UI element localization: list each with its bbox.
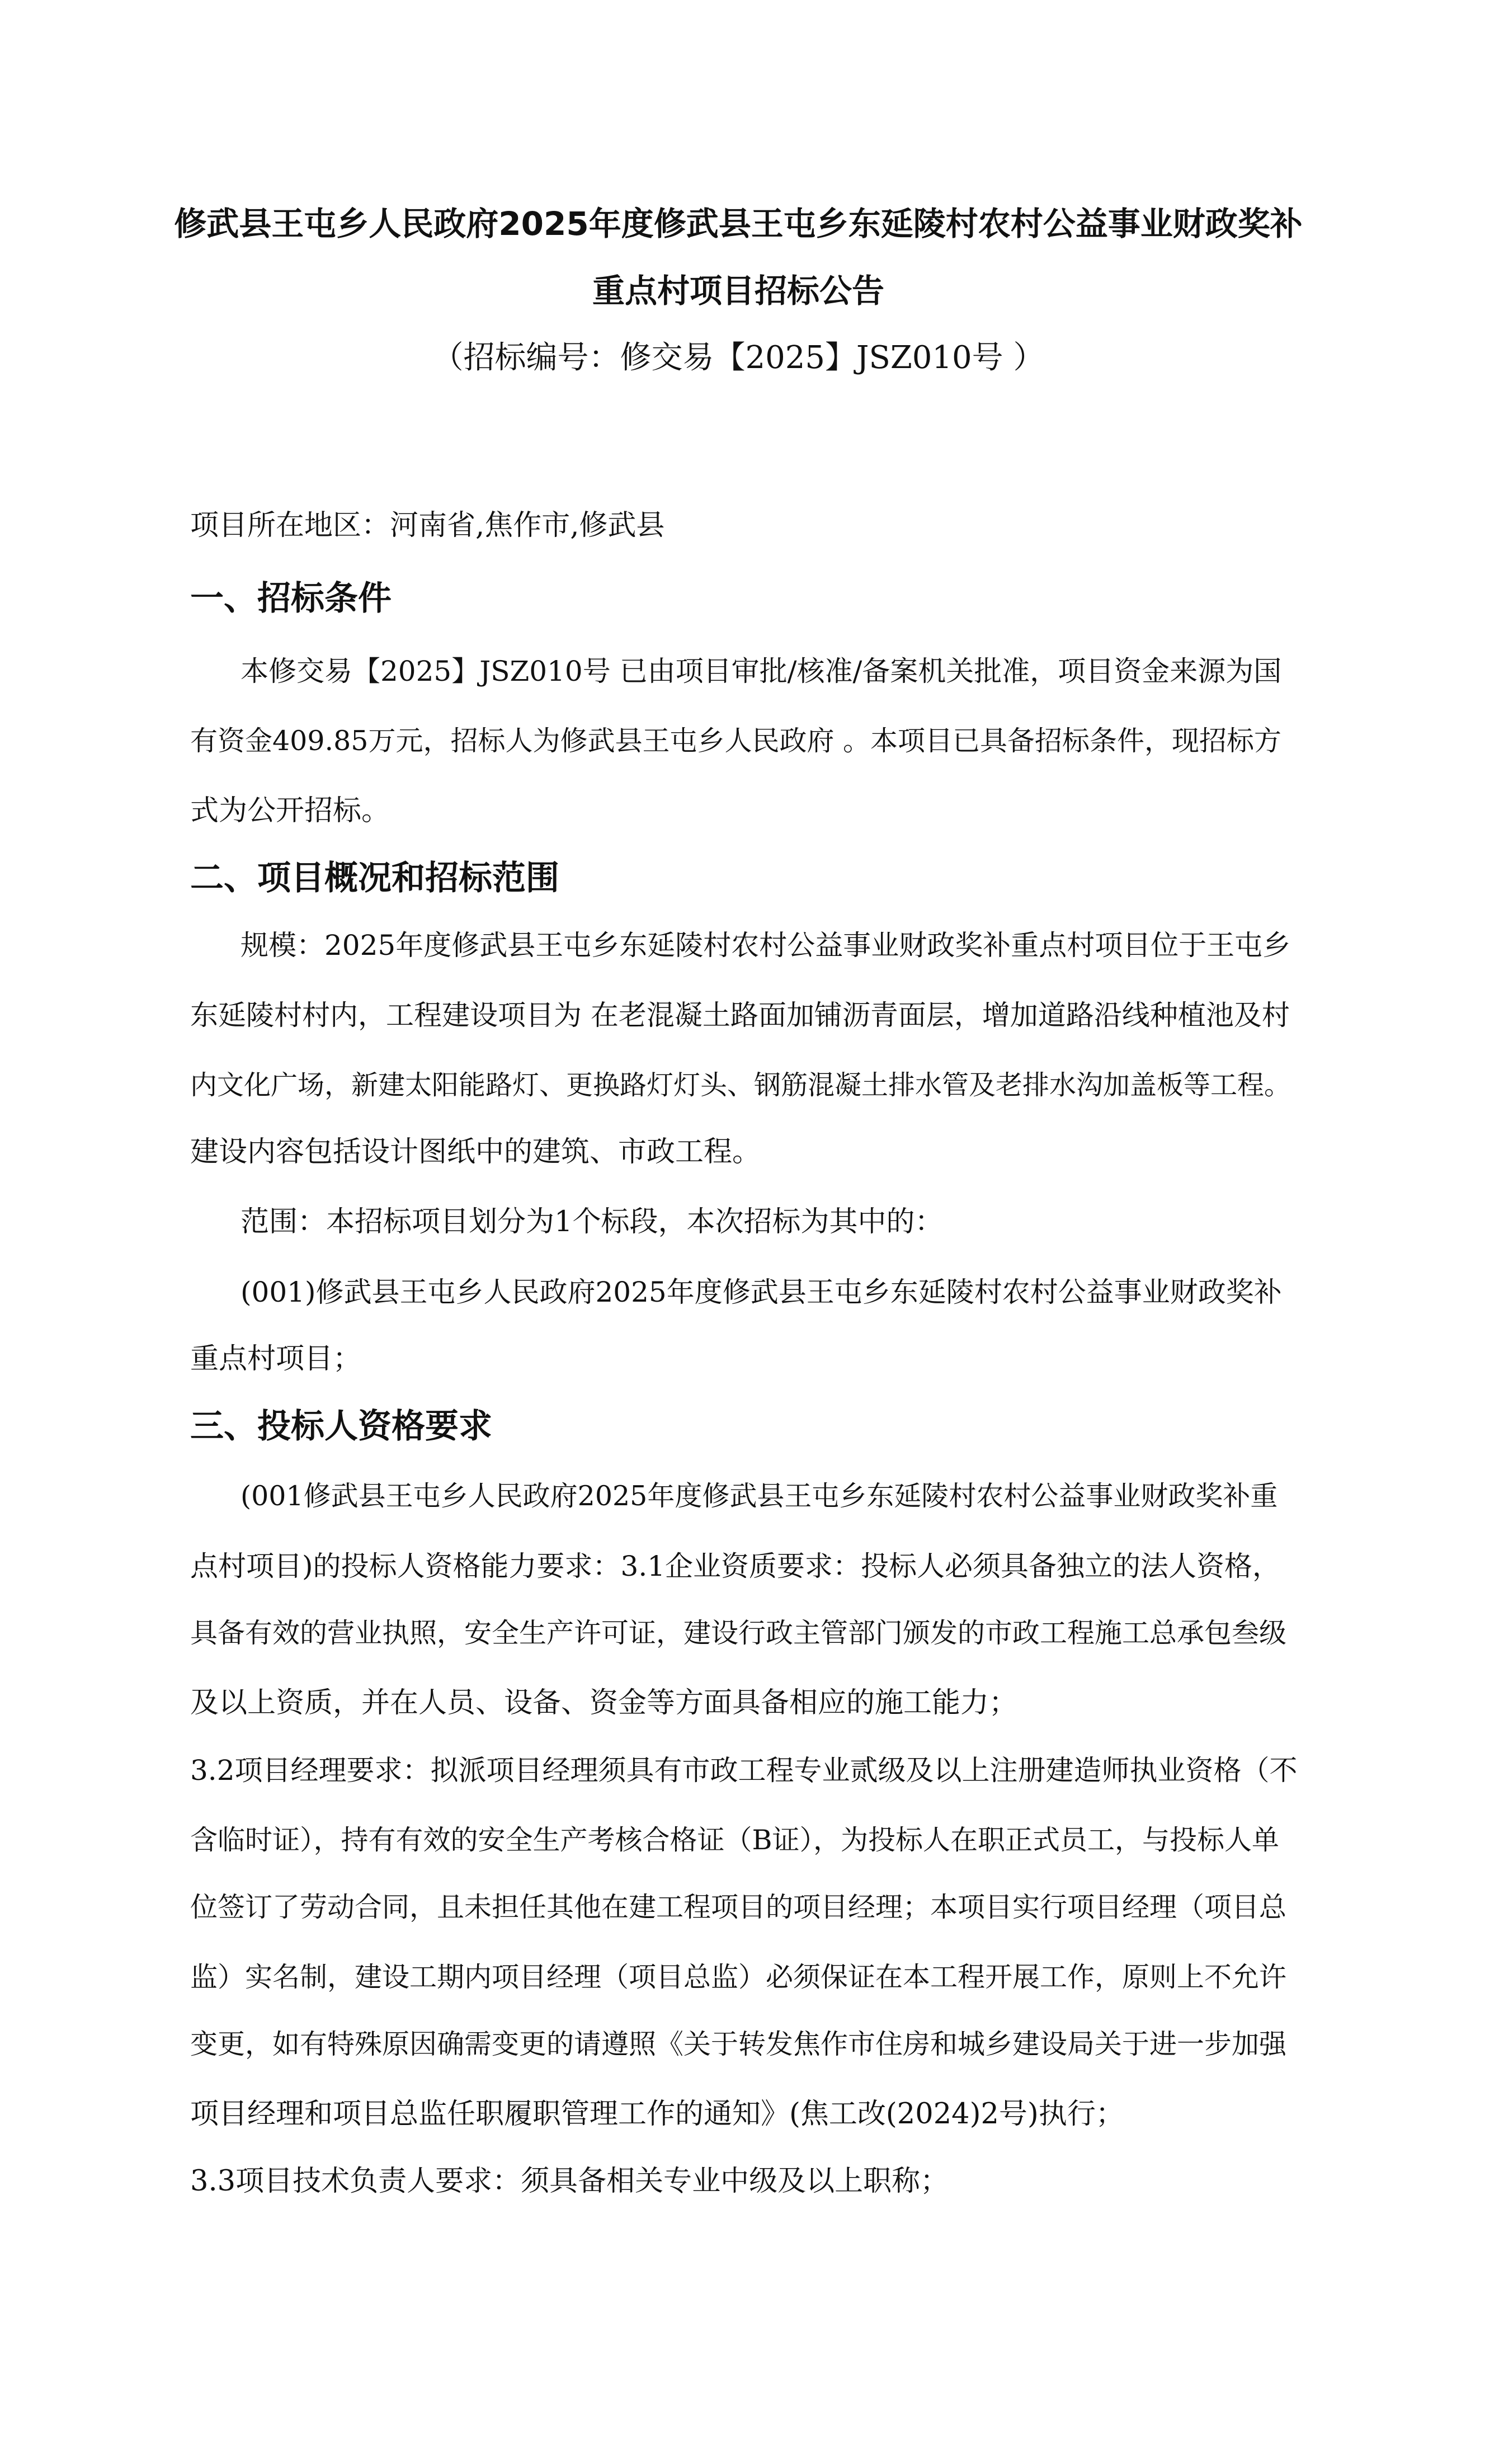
section-2-line: 规模：2025年度修武县王屯乡东延陵村农村公益事业财政奖补重点村项目位于王屯乡 (241, 929, 1291, 962)
section-3-line: 位签订了劳动合同，且未担任其他在建工程项目的项目经理；本项目实行项目经理（项目总 (190, 1891, 1287, 1923)
section-2-line: 内文化广场，新建太阳能路灯、更换路灯灯头、钢筋混凝土排水管及老排水沟加盖板等工程。 (190, 1070, 1291, 1101)
section-2-line: 范围：本招标项目划分为1个标段，本次招标为其中的： (241, 1205, 944, 1238)
section-3-line: 具备有效的营业执照，安全生产许可证，建设行政主管部门颁发的市政工程施工总承包叁级 (190, 1617, 1287, 1649)
document-title-line-2: 重点村项目招标公告 (592, 272, 884, 310)
tender-number: （招标编号：修交易【2025】JSZ010号 ） (432, 340, 1045, 376)
document-title-line-1: 修武县王屯乡人民政府2025年度修武县王屯乡东延陵村农村公益事业财政奖补 (174, 205, 1303, 243)
section-3-line: (001修武县王屯乡人民政府2025年度修武县王屯乡东延陵村农村公益事业财政奖补重 (241, 1480, 1278, 1512)
section-3-line: 3.2项目经理要求：拟派项目经理须具有市政工程专业贰级及以上注册建造师执业资格（不 (190, 1754, 1298, 1787)
section-2-heading: 二、项目概况和招标范围 (190, 859, 559, 898)
section-2-line: (001)修武县王屯乡人民政府2025年度修武县王屯乡东延陵村农村公益事业财政奖补 (241, 1276, 1282, 1308)
section-3-line: 变更，如有特殊原因确需变更的请遵照《关于转发焦作市住房和城乡建设局关于进一步加强 (190, 2028, 1287, 2060)
section-2-line: 建设内容包括设计图纸中的建筑、市政工程。 (190, 1136, 761, 1169)
section-3-line: 含临时证），持有有效的安全生产考核合格证（B证），为投标人在职正式员工，与投标人单 (190, 1824, 1280, 1856)
section-3-heading: 三、投标人资格要求 (190, 1407, 492, 1446)
section-3-line: 3.3项目技术负责人要求：须具备相关专业中级及以上职称； (190, 2165, 949, 2198)
section-2-line: 东延陵村村内，工程建设项目为 在老混凝土路面加铺沥青面层，增加道路沿线种植池及村 (190, 999, 1290, 1031)
section-1-heading: 一、招标条件 (190, 579, 392, 618)
project-region: 项目所在地区：河南省,焦作市,修武县 (190, 509, 665, 542)
section-3-line: 项目经理和项目总监任职履职管理工作的通知》(焦工改(2024)2号)执行； (190, 2098, 1124, 2131)
section-1-line: 式为公开招标。 (190, 794, 390, 827)
section-3-line: 及以上资质，并在人员、设备、资金等方面具备相应的施工能力； (190, 1686, 1018, 1719)
section-3-line: 点村项目)的投标人资格能力要求：3.1企业资质要求：投标人必须具备独立的法人资格， (190, 1550, 1281, 1582)
section-2-line: 重点村项目； (190, 1342, 362, 1375)
section-1-line: 有资金409.85万元，招标人为修武县王屯乡人民政府 。本项目已具备招标条件，现招标方 (190, 725, 1282, 757)
section-1-line: 本修交易【2025】JSZ010号 已由项目审批/核准/备案机关批准，项目资金来源为国 (241, 655, 1282, 687)
section-3-line: 监）实名制，建设工期内项目经理（项目总监）必须保证在本工程开展工作，原则上不允许 (190, 1961, 1287, 1993)
